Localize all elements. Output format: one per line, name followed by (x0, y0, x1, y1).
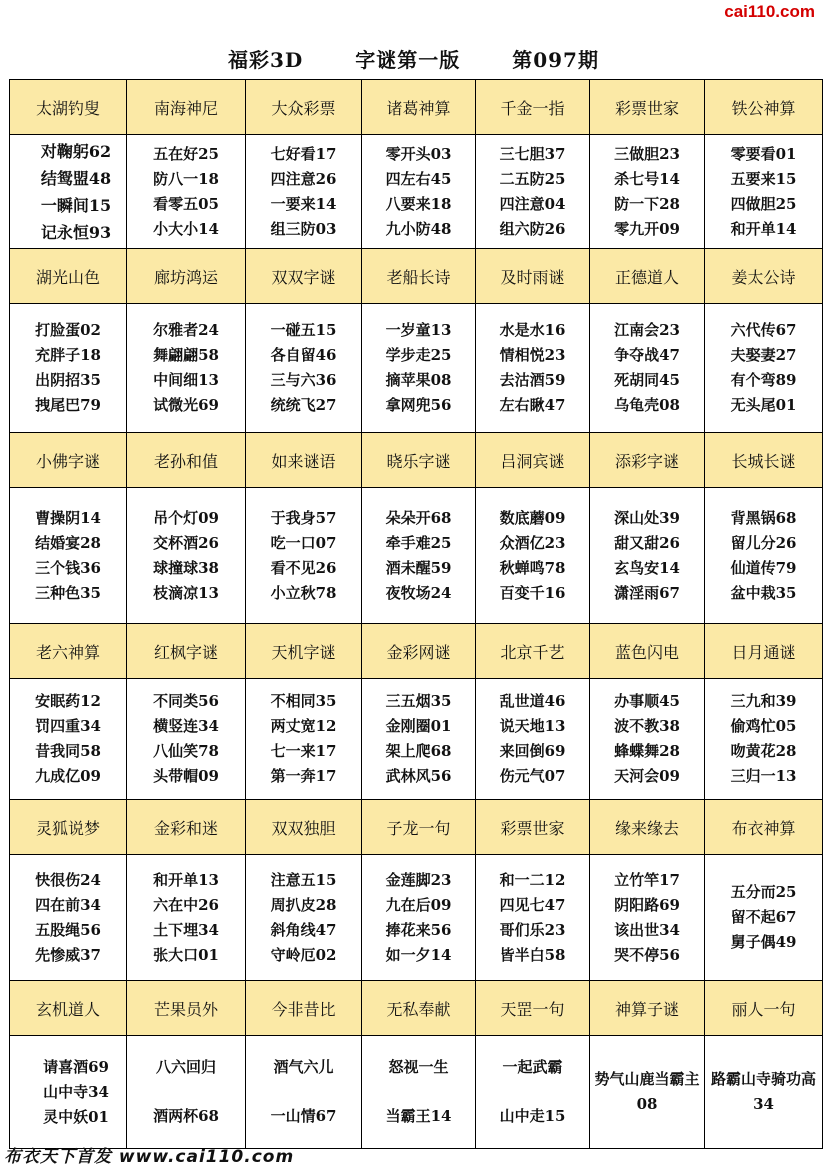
riddle-line: 皆半白58 (499, 945, 566, 964)
riddle-line: 小大小14 (153, 219, 219, 238)
riddle-cell (127, 304, 246, 433)
riddle-line: 记永恒93 (40, 222, 112, 242)
riddle-line: 舅子偶49 (730, 933, 797, 951)
riddle-line: 周扒皮28 (270, 895, 337, 914)
riddle-line: 张大口01 (153, 945, 219, 964)
header-row (10, 433, 823, 488)
riddle-line: 请喜酒69 (43, 1057, 109, 1076)
column-heading: 长城长谜 (705, 433, 823, 488)
riddle-row (10, 488, 823, 624)
riddle-cell (362, 679, 476, 800)
riddle-line: 甜又甜26 (614, 533, 680, 552)
riddle-line: 三七胆37 (499, 144, 566, 163)
riddle-cell (362, 304, 476, 433)
riddle-line: 乱世道46 (499, 692, 566, 710)
column-heading: 缘来缘去 (590, 800, 705, 855)
riddle-line: 吃一口07 (270, 533, 337, 552)
riddle-line: 交杯酒26 (153, 533, 219, 552)
riddle-line: 防八一18 (153, 169, 219, 188)
riddle-line: 七好看17 (270, 144, 337, 163)
riddle-line: 中间细13 (153, 371, 219, 389)
riddle-line: 山中走15 (499, 1107, 566, 1125)
riddle-line: 架上爬68 (385, 742, 452, 760)
riddle-cell (362, 135, 476, 249)
column-heading: 天机字谜 (246, 624, 362, 679)
column-heading: 无私奉献 (362, 981, 476, 1036)
riddle-line: 三五烟35 (385, 692, 452, 710)
riddle-line: 水是水16 (499, 321, 566, 339)
riddle-line: 不同类56 (153, 692, 219, 710)
column-heading: 今非昔比 (246, 981, 362, 1036)
riddle-line: 斜角线47 (270, 920, 337, 939)
riddle-line: 一岁童13 (385, 321, 452, 339)
riddle-line: 去沽酒59 (499, 371, 566, 389)
riddle-line: 学步走25 (385, 346, 452, 364)
riddle-line: 众酒亿23 (499, 533, 566, 552)
riddle-line: 和一二12 (499, 870, 566, 889)
riddle-line: 罚四重34 (35, 717, 101, 735)
spacer (246, 1080, 361, 1104)
riddle-row (10, 855, 823, 981)
riddle-cell (476, 679, 590, 800)
column-heading: 老孙和值 (127, 433, 246, 488)
riddle-line: 势气山鹿当霸主08 (594, 1070, 700, 1113)
riddle-line: 七一来17 (270, 742, 337, 760)
edition-title: 字谜第一版 (355, 48, 461, 72)
riddle-line: 组三防03 (270, 219, 337, 238)
riddle-line: 五在好25 (153, 144, 219, 163)
riddle-line: 深山处39 (614, 508, 680, 527)
riddle-line: 夫娶妻27 (730, 346, 797, 364)
riddle-line: 偷鸡忙05 (730, 717, 797, 735)
riddle-line: 昔我同58 (35, 742, 101, 760)
column-heading: 添彩字谜 (590, 433, 705, 488)
column-heading: 日月通谜 (705, 624, 823, 679)
column-heading: 子龙一句 (362, 800, 476, 855)
column-heading: 诸葛神算 (362, 80, 476, 135)
riddle-line: 争夺战47 (614, 346, 680, 364)
riddle-line: 零开头03 (385, 144, 452, 163)
riddle-line: 百变千16 (499, 583, 566, 602)
riddle-cell (10, 855, 127, 981)
riddle-line: 打脸蛋02 (35, 321, 101, 339)
riddle-line: 四注意04 (499, 194, 566, 213)
riddle-line: 防一下28 (614, 194, 680, 213)
riddle-cell (362, 488, 476, 624)
riddle-cell (705, 488, 823, 624)
riddle-cell (362, 1036, 476, 1149)
riddle-cell (127, 1036, 246, 1149)
riddle-line: 三归一13 (730, 767, 797, 785)
riddle-cell (10, 1036, 127, 1149)
riddle-line: 看零五05 (153, 194, 219, 213)
riddle-line: 摘苹果08 (385, 371, 452, 389)
riddle-cell (590, 304, 705, 433)
riddle-line: 对鞠躬62 (40, 141, 112, 161)
riddle-line: 五分而25 (730, 883, 797, 901)
riddle-cell (476, 488, 590, 624)
site-logo[interactable]: cai110.com (724, 2, 815, 21)
column-heading: 铁公神算 (705, 80, 823, 135)
column-heading: 金彩和迷 (127, 800, 246, 855)
riddle-line: 阴阳路69 (614, 895, 680, 914)
riddle-line: 零要看01 (730, 144, 797, 163)
column-heading: 小佛字谜 (10, 433, 127, 488)
riddle-line: 结鸳盟48 (40, 168, 112, 188)
riddle-line: 拽尾巴79 (35, 396, 101, 414)
riddle-line: 办事顺45 (614, 692, 680, 710)
riddle-line: 四见七47 (499, 895, 566, 914)
riddle-line: 牵手难25 (385, 533, 452, 552)
spacer (127, 1080, 245, 1104)
riddle-line: 快很伤24 (35, 870, 101, 889)
riddle-line: 留儿分26 (730, 533, 797, 552)
riddle-line: 该出世34 (614, 920, 680, 939)
riddle-line: 乌龟壳08 (614, 396, 680, 414)
riddle-cell (10, 679, 127, 800)
riddle-line: 天河会09 (614, 767, 680, 785)
riddle-line: 和开单14 (730, 219, 797, 238)
column-heading: 如来谜语 (246, 433, 362, 488)
riddle-line: 土下埋34 (153, 920, 219, 939)
riddle-line: 四注意26 (270, 169, 337, 188)
riddle-line: 捧花来56 (385, 920, 452, 939)
riddle-line: 四做胆25 (730, 194, 797, 213)
column-heading: 神算子谜 (590, 981, 705, 1036)
column-heading: 双双字谜 (246, 249, 362, 304)
riddle-line: 江南会23 (614, 321, 680, 339)
riddle-line: 波不教38 (614, 717, 680, 735)
riddle-line: 吊个灯09 (153, 508, 219, 527)
riddle-line: 横竖连34 (153, 717, 219, 735)
riddle-line: 一起武霸 (502, 1058, 563, 1076)
riddle-line: 左右瞅47 (499, 396, 566, 414)
riddle-line: 六代传67 (730, 321, 797, 339)
riddle-cell (590, 488, 705, 624)
column-heading: 千金一指 (476, 80, 590, 135)
riddle-line: 和开单13 (153, 870, 219, 889)
riddle-line: 六在中26 (153, 895, 219, 914)
riddle-line: 各自留46 (270, 346, 337, 364)
riddle-line: 盆中栽35 (730, 583, 797, 602)
riddle-line: 灵中妖01 (43, 1107, 109, 1126)
page-title (0, 44, 827, 73)
column-heading: 太湖钓叟 (10, 80, 127, 135)
riddle-cell (476, 855, 590, 981)
riddle-line: 酒两杯68 (153, 1107, 219, 1125)
riddle-line: 仙道传79 (730, 558, 797, 577)
riddle-line: 五要来15 (730, 169, 797, 188)
riddle-line: 不相同35 (270, 692, 337, 710)
header-row (10, 800, 823, 855)
riddle-line: 潇淫雨67 (614, 583, 680, 602)
riddle-line: 哥们乐23 (499, 920, 566, 939)
riddle-line: 舞翩翩58 (153, 346, 219, 364)
riddle-line: 小立秋78 (270, 583, 337, 602)
column-heading: 蓝色闪电 (590, 624, 705, 679)
riddle-row (10, 679, 823, 800)
riddle-line: 零九开09 (614, 219, 680, 238)
riddle-line: 酒未醒59 (385, 558, 452, 577)
riddle-cell (590, 1036, 705, 1149)
column-heading: 金彩网谜 (362, 624, 476, 679)
riddle-line: 留不起67 (730, 908, 797, 926)
riddle-line: 杀七号14 (614, 169, 680, 188)
riddle-line: 秋蝉鸣78 (499, 558, 566, 577)
riddle-line: 背黑锅68 (730, 508, 797, 527)
riddle-line: 金莲脚23 (385, 870, 452, 889)
riddle-line: 死胡同45 (614, 371, 680, 389)
spacer (362, 1080, 475, 1104)
column-heading: 吕洞宾谜 (476, 433, 590, 488)
riddle-cell (10, 135, 127, 249)
column-heading: 湖光山色 (10, 249, 127, 304)
riddle-line: 注意五15 (270, 870, 337, 889)
riddle-line: 球撞球38 (153, 558, 219, 577)
riddle-cell (362, 855, 476, 981)
column-heading: 老六神算 (10, 624, 127, 679)
riddle-line: 一碰五15 (270, 321, 337, 339)
riddle-cell (246, 679, 362, 800)
riddle-cell (705, 304, 823, 433)
riddle-line: 九成亿09 (35, 767, 101, 785)
riddle-line: 头带帽09 (153, 767, 219, 785)
riddle-cell (705, 1036, 823, 1149)
riddle-line: 玄鸟安14 (614, 558, 680, 577)
column-heading: 双双独胆 (246, 800, 362, 855)
riddle-line: 五股绳56 (35, 920, 101, 939)
riddle-line: 曹操阴14 (35, 508, 101, 527)
riddle-line: 当霸王14 (385, 1107, 452, 1125)
riddle-table (9, 79, 823, 1149)
riddle-line: 路霸山寺骑功高34 (710, 1070, 816, 1113)
riddle-line: 四在前34 (35, 895, 101, 914)
riddle-row (10, 135, 823, 249)
header-row (10, 981, 823, 1036)
riddle-line: 组六防26 (499, 219, 566, 238)
riddle-line: 山中寺34 (43, 1082, 109, 1101)
column-heading: 芒果员外 (127, 981, 246, 1036)
riddle-row (10, 1036, 823, 1149)
riddle-cell (246, 488, 362, 624)
column-heading: 晓乐字谜 (362, 433, 476, 488)
riddle-line: 守岭厄02 (270, 945, 337, 964)
issue-number: 第097期 (512, 48, 599, 72)
spacer (476, 1080, 589, 1104)
riddle-line: 武林风56 (385, 767, 452, 785)
column-heading: 彩票世家 (476, 800, 590, 855)
column-heading: 及时雨谜 (476, 249, 590, 304)
riddle-line: 三个钱36 (35, 558, 101, 577)
riddle-line: 吻黄花28 (730, 742, 797, 760)
riddle-line: 一山情67 (270, 1107, 337, 1125)
riddle-line: 四左右45 (385, 169, 452, 188)
riddle-line: 夜牧场24 (385, 583, 452, 602)
column-heading: 北京千艺 (476, 624, 590, 679)
riddle-line: 立竹竿17 (614, 870, 680, 889)
riddle-cell (246, 304, 362, 433)
header-row (10, 624, 823, 679)
riddle-line: 哭不停56 (614, 945, 680, 964)
riddle-line: 第一奔17 (270, 767, 337, 785)
riddle-line: 八仙笑78 (153, 742, 219, 760)
riddle-cell (590, 135, 705, 249)
column-heading: 大众彩票 (246, 80, 362, 135)
riddle-cell (476, 1036, 590, 1149)
riddle-line: 无头尾01 (730, 396, 797, 414)
riddle-line: 枝滴凉13 (153, 583, 219, 602)
riddle-line: 有个弯89 (730, 371, 797, 389)
riddle-line: 朵朵开68 (385, 508, 452, 527)
riddle-cell (127, 679, 246, 800)
riddle-cell (246, 1036, 362, 1149)
riddle-line: 三种色35 (35, 583, 101, 602)
column-heading: 廊坊鸿运 (127, 249, 246, 304)
riddle-line: 伤元气07 (499, 767, 566, 785)
footer-credit: 布衣天下首发 www.cai110.com (4, 1147, 295, 1167)
riddle-line: 来回倒69 (499, 742, 566, 760)
column-heading: 灵狐说梦 (10, 800, 127, 855)
riddle-line: 安眠药12 (35, 692, 101, 710)
riddle-line: 看不见26 (270, 558, 337, 577)
header-row (10, 249, 823, 304)
column-heading: 老船长诗 (362, 249, 476, 304)
riddle-cell (246, 135, 362, 249)
riddle-cell (705, 679, 823, 800)
riddle-line: 尔雅者24 (153, 321, 219, 339)
column-heading: 姜太公诗 (705, 249, 823, 304)
riddle-line: 如一夕14 (385, 945, 452, 964)
riddle-line: 金刚圈01 (385, 717, 452, 735)
riddle-cell (705, 135, 823, 249)
riddle-line: 三做胆23 (614, 144, 680, 163)
riddle-line: 情相悦23 (499, 346, 566, 364)
riddle-line: 怒视一生 (388, 1058, 449, 1076)
riddle-cell (127, 135, 246, 249)
riddle-line: 拿网兜56 (385, 396, 452, 414)
riddle-line: 酒气六儿 (273, 1058, 334, 1076)
riddle-cell (476, 135, 590, 249)
riddle-line: 一要来14 (270, 194, 337, 213)
riddle-cell (476, 304, 590, 433)
riddle-cell (127, 488, 246, 624)
column-heading: 红枫字谜 (127, 624, 246, 679)
riddle-cell (10, 488, 127, 624)
riddle-line: 蜂蝶舞28 (614, 742, 680, 760)
column-heading: 南海神尼 (127, 80, 246, 135)
riddle-line: 二五防25 (499, 169, 566, 188)
column-heading: 玄机道人 (10, 981, 127, 1036)
riddle-line: 八六回归 (155, 1058, 216, 1076)
riddle-line: 结婚宴28 (35, 533, 101, 552)
riddle-row (10, 304, 823, 433)
riddle-line: 充胖子18 (35, 346, 101, 364)
riddle-line: 数底蘑09 (499, 508, 566, 527)
riddle-cell (10, 304, 127, 433)
riddle-line: 先惨威37 (35, 945, 101, 964)
column-heading: 彩票世家 (590, 80, 705, 135)
riddle-line: 出阴招35 (35, 371, 101, 389)
riddle-line: 两丈宽12 (270, 717, 337, 735)
column-heading: 布衣神算 (705, 800, 823, 855)
riddle-line: 说天地13 (499, 717, 566, 735)
riddle-cell (590, 855, 705, 981)
column-heading: 正德道人 (590, 249, 705, 304)
riddle-line: 于我身57 (270, 508, 337, 527)
brand-label: 福彩3D (228, 48, 304, 72)
riddle-cell (127, 855, 246, 981)
riddle-line: 九在后09 (385, 895, 452, 914)
riddle-cell (705, 855, 823, 981)
riddle-line: 试微光69 (153, 396, 219, 414)
riddle-cell (246, 855, 362, 981)
riddle-cell (590, 679, 705, 800)
header-row (10, 80, 823, 135)
column-heading: 丽人一句 (705, 981, 823, 1036)
riddle-line: 九小防48 (385, 219, 452, 238)
riddle-line: 一瞬间15 (40, 195, 112, 215)
riddle-line: 统统飞27 (270, 396, 337, 414)
riddle-line: 三九和39 (730, 692, 797, 710)
riddle-line: 三与六36 (270, 371, 337, 389)
riddle-line: 八要来18 (385, 194, 452, 213)
column-heading: 天罡一句 (476, 981, 590, 1036)
